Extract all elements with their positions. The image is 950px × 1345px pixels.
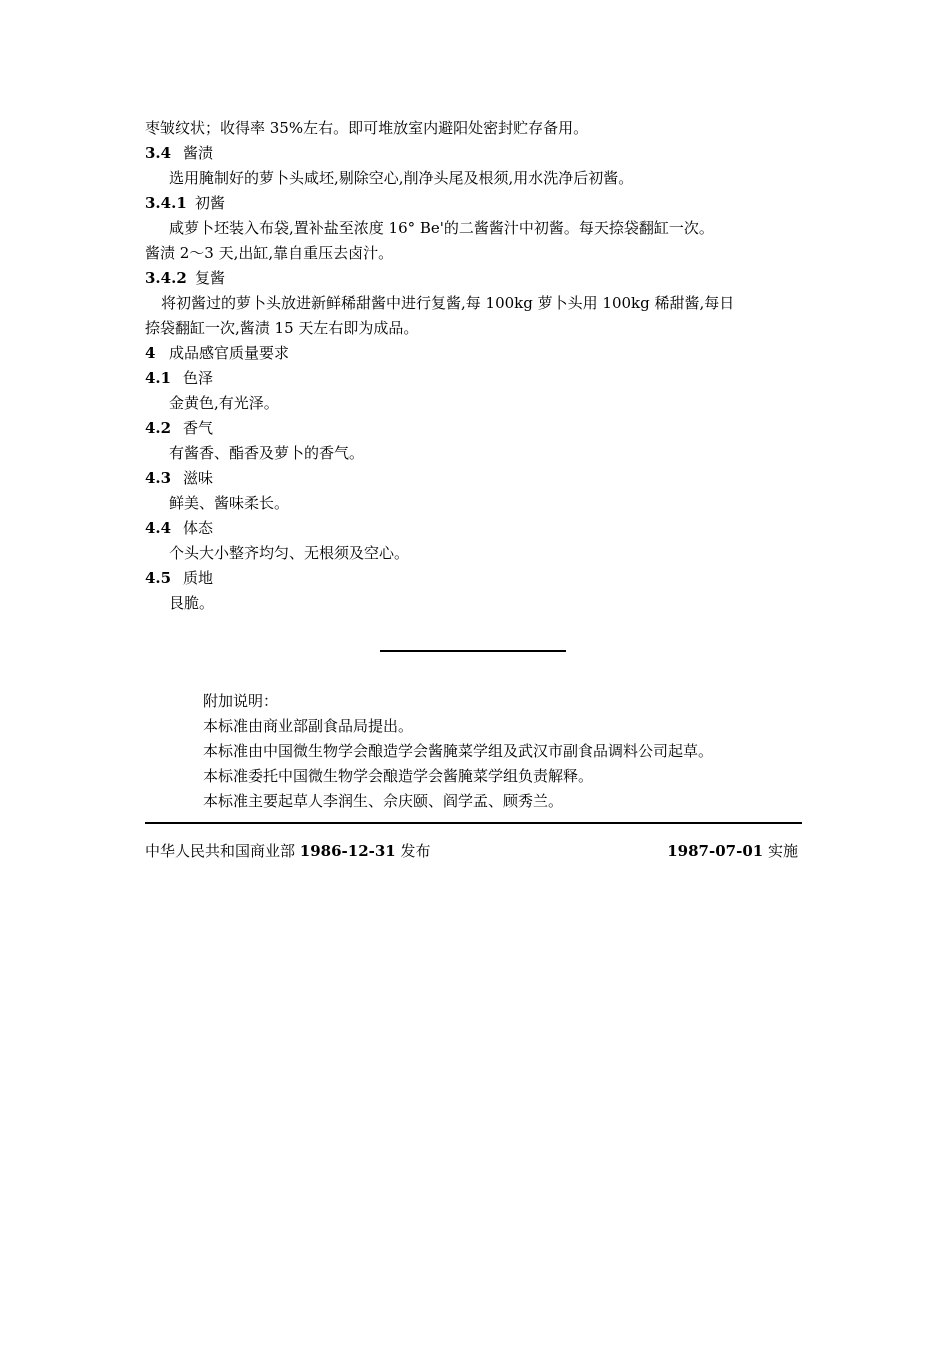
section-4-1-heading [145, 369, 213, 387]
notes-line: 本标准主要起草人李润生、佘庆颐、阎学孟、顾秀兰。 [203, 792, 564, 810]
section-title: 酱渍 [183, 144, 214, 162]
section-4-5-heading [145, 569, 213, 587]
section-title: 香气 [183, 419, 214, 437]
section-title: 体态 [183, 519, 214, 537]
section-number: 4.1 [145, 369, 172, 387]
section-number: 4 [145, 344, 156, 362]
paragraph: 鲜美、酱味柔长。 [169, 494, 290, 512]
section-4-4-heading [145, 519, 213, 537]
paragraph: 有酱香、酯香及萝卜的香气。 [169, 444, 365, 462]
section-number: 4.3 [145, 469, 172, 487]
section-4-2-heading [145, 419, 213, 437]
section-number: 4.4 [145, 519, 172, 537]
footer-divider [145, 822, 802, 824]
notes-line: 本标准由商业部副食品局提出。 [203, 717, 414, 735]
notes-line: 本标准由中国微生物学会酿造学会酱腌菜学组及武汉市副食品调料公司起草。 [203, 742, 714, 760]
issuing-organization: 中华人民共和国商业部 [145, 842, 296, 860]
continuation-text: 枣皱纹状；收得率 35%左右。即可堆放室内避阳处密封贮存备用。 [145, 119, 589, 137]
section-4-heading [145, 344, 289, 362]
paragraph: 咸萝卜坯装入布袋,置补盐至浓度 16° Be'的二酱酱汁中初酱。每天捺袋翻缸一次。 [169, 219, 714, 237]
paragraph: 酱渍 2～3 天,出缸,靠自重压去卤汁。 [145, 244, 394, 262]
notes-heading: 附加说明： [203, 692, 279, 710]
issue-info [145, 842, 431, 860]
section-number: 3.4.1 [145, 194, 187, 212]
paragraph: 选用腌制好的萝卜头咸坯,剔除空心,削净头尾及根须,用水洗净后初酱。 [169, 169, 634, 187]
section-number: 4.5 [145, 569, 172, 587]
effective-date: 1987-07-01 [667, 842, 764, 860]
issue-date: 1986-12-31 [299, 842, 396, 860]
section-title: 质地 [183, 569, 214, 587]
section-3-4-heading [145, 144, 213, 162]
section-3-4-1-heading [145, 194, 225, 212]
section-number: 3.4 [145, 144, 172, 162]
paragraph: 个头大小整齐均匀、无根须及空心。 [169, 544, 410, 562]
issue-label: 发布 [400, 842, 431, 860]
end-divider [380, 650, 566, 652]
section-title: 滋味 [183, 469, 214, 487]
section-title: 成品感官质量要求 [169, 344, 290, 362]
paragraph: 金黄色,有光泽。 [169, 394, 279, 412]
effective-info [667, 842, 798, 860]
section-3-4-2-heading [145, 269, 225, 287]
notes-line: 本标准委托中国微生物学会酿造学会酱腌菜学组负责解释。 [203, 767, 594, 785]
section-title: 复酱 [195, 269, 226, 287]
section-title: 色泽 [183, 369, 214, 387]
section-4-3-heading [145, 469, 213, 487]
effective-label: 实施 [767, 842, 798, 860]
paragraph: 将初酱过的萝卜头放进新鲜稀甜酱中进行复酱,每 100kg 萝卜头用 100kg 稀甜酱,每日 [161, 294, 735, 312]
paragraph: 艮脆。 [169, 594, 215, 612]
paragraph: 捺袋翻缸一次,酱渍 15 天左右即为成品。 [145, 319, 419, 337]
section-title: 初酱 [195, 194, 226, 212]
section-number: 4.2 [145, 419, 172, 437]
section-number: 3.4.2 [145, 269, 187, 287]
